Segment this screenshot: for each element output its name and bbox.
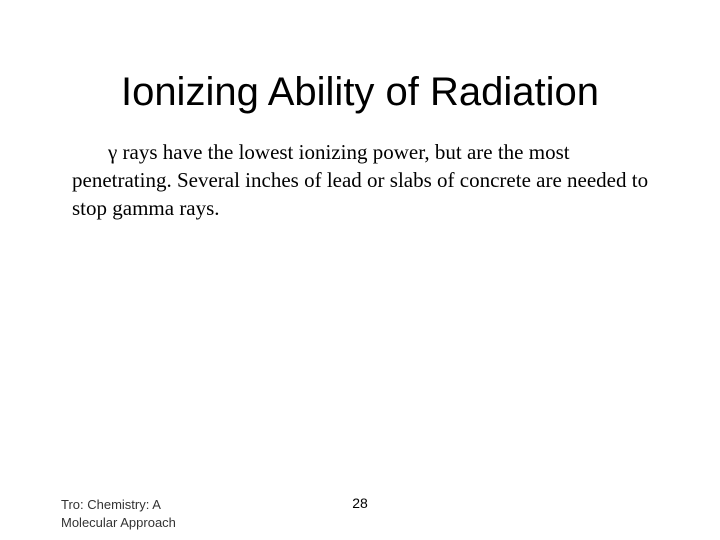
body-paragraph: γ rays have the lowest ionizing power, but are the most penetrating. Several inches of lead or slabs of concrete are needed to stop gamma rays.	[72, 140, 649, 220]
footer-source	[61, 496, 261, 532]
slide-title: Ionizing Ability of Radiation	[120, 70, 600, 114]
page-number: 28	[352, 495, 368, 511]
footer-line-2: Molecular Approach	[61, 515, 176, 530]
footer-line-1: Tro: Chemistry: A	[61, 497, 161, 512]
